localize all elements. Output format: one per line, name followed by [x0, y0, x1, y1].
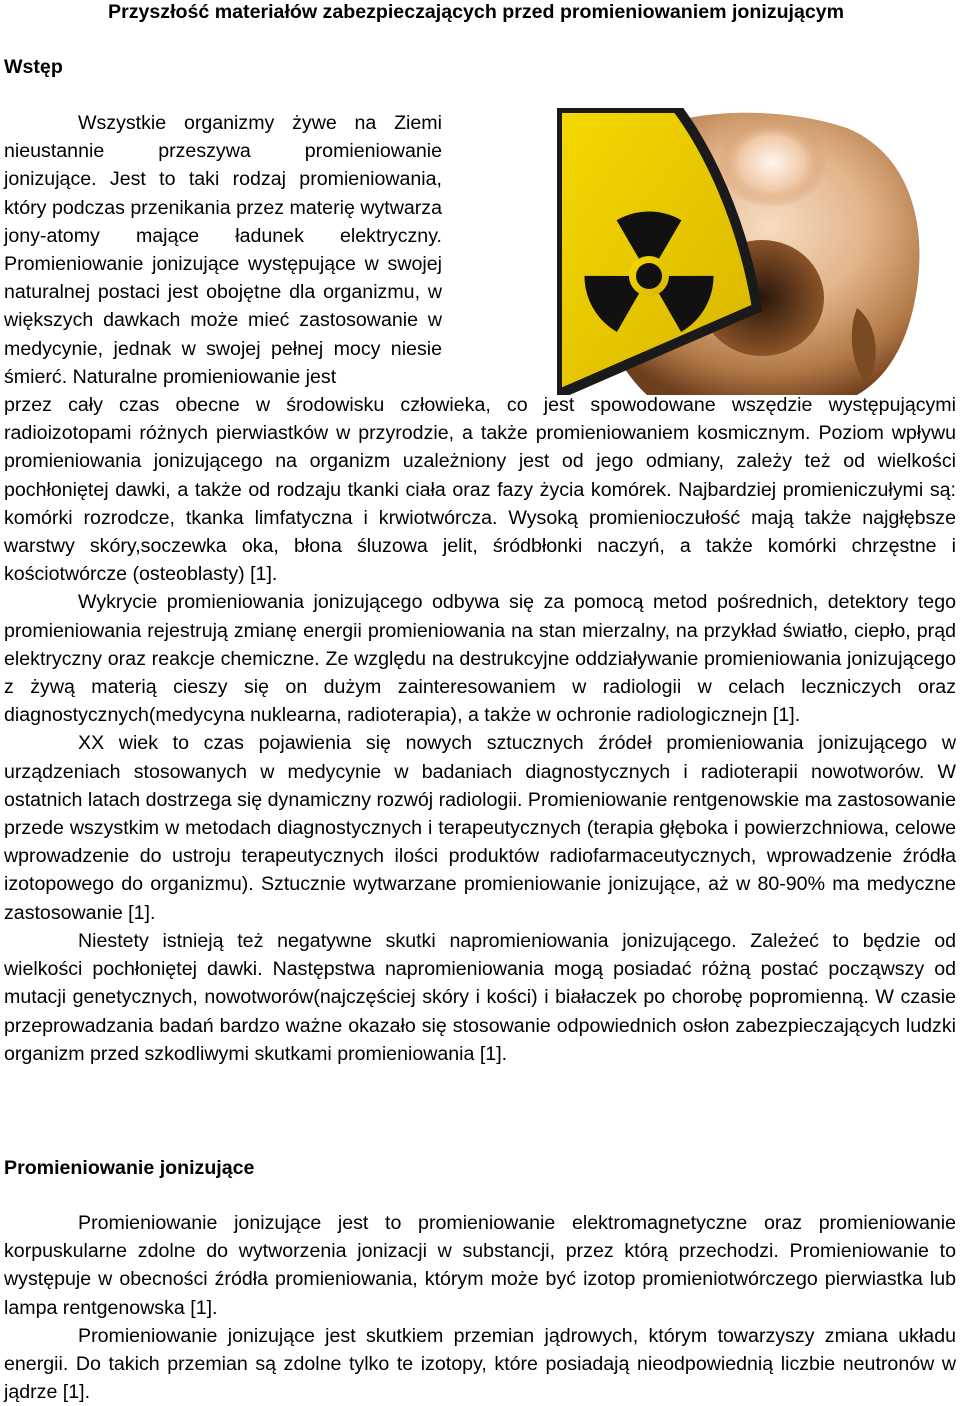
section-heading-wstep: Wstęp [4, 56, 63, 78]
paragraph-1: Wszystkie organizmy żywe na Ziemi nieustannie przeszywa promieniowanie jonizujące. Jest to taki rodzaj promieniowania, który podczas przenikania przez materię wytwarza jony-atomy mające ładunek elektryczny. Promieniowanie jonizujące występujące w swojej naturalnej postaci jest obojętne dla organizmu, w większych dawkach może mieć zastosowanie w medycynie, jednak w swojej pełnej mocy niesie śmierć. Naturalne promieniowanie jest [4, 112, 442, 388]
paragraph-2: przez cały czas obecne w środowisku człowieka, co jest spowodowane wszędzie występującymi radioizotopami różnych pierwiastków w przyrodzie, a także promieniowaniem kosmicznym. Poziom wpływu promieniowania jonizującego na organizm uzależniony jest od jego odmiany, zależy też od wielkości pochłoniętej dawki, a także od rodzaju tkanki ciała oraz fazy życia komórek. Najbardziej promieniczułymi są: komórki rozrodcze, tkanka limfatyczna i krwiotwórcza. Wysoką promienioczułość mają także najgłębsze warstwy skóry,soczewka oka, błona śluzowa jelit, śródbłonki naczyń, a także komórki chrzęstne i kościotwórcze (osteoblasty) [1]. [4, 394, 956, 586]
paragraph-3: Wykrycie promieniowania jonizującego odbywa się za pomocą metod pośrednich, detektory tego promieniowania rejestrują zmianę energii promieniowania na stan mierzalny, na przykład światło, ciepło, prąd elektryczny oraz reakcje chemiczne. Ze względu na destrukcyjne oddziaływanie promieniowania jonizującego z żywą materią cieszy się on dużym zainteresowaniem w radiologii w celach leczniczych oraz diagnostycznych(medycyna nuklearna, radioterapia), a także w ochronie radiologicznejn [1]. [4, 591, 956, 727]
section-heading-promieniowanie: Promieniowanie jonizujące [4, 1157, 255, 1179]
paragraph-4: XX wiek to czas pojawienia się nowych sztucznych źródeł promieniowania jonizującego w urządzeniach stosowanych w medycynie w badaniach diagnostycznych i radioterapii nowotworów. W ostatnich latach dostrzega się dynamiczny rozwój radiologii. Promieniowanie rentgenowskie ma zastosowanie przede wszystkim w metodach diagnostycznych i terapeutycznych (terapia głęboka i powierzchniowa, celowe wprowadzenie do ustroju terapeutycznych ilości produktów radiofarmaceutycznych, wprowadzenie źródła izotopowego do organizmu). Sztucznie wytwarzane promieniowanie jonizujące, aż w 80-90% ma medyczne zastosowanie [1]. [4, 732, 956, 924]
section-wstep-body [4, 109, 956, 1068]
section-promieniowanie-body [4, 1209, 956, 1406]
paragraph-6: Promieniowanie jonizujące jest to promieniowanie elektromagnetyczne oraz promieniowanie korpuskularne zdolne do wytworzenia jonizacji w substancji, przez którą przechodzi. Promieniowanie to występuje w obecności źródła promieniowania, którym może być izotop promieniotwórczego pierwiastka lub lampa rentgenowska [1]. [4, 1212, 956, 1319]
paragraph-7: Promieniowanie jonizujące jest skutkiem przemian jądrowych, którym towarzyszy zmiana układu energii. Do takich przemian są zdolne tylko te izotopy, które posiadają nieodpowiednią liczbie neutronów w jądrze [1]. [4, 1324, 956, 1404]
document-title: Przyszłość materiałów zabezpieczających przed promieniowaniem jonizującym [108, 1, 845, 23]
paragraph-5: Niestety istnieją też negatywne skutki napromieniowania jonizującego. Zależeć to będzie od wielkości pochłoniętej dawki. Następstwa napromieniowania mogą posiadać różną postać począwszy od mutacji genetycznych, nowotworów(najczęściej skóry i kości) i białaczek po chorobę popromienną. W czasie przeprowadzania badań bardzo ważne okazało się stosowanie odpowiednich osłon zabezpieczających ludzki organizm przed szkodliwymi skutkami promieniowania [1]. [4, 929, 956, 1065]
